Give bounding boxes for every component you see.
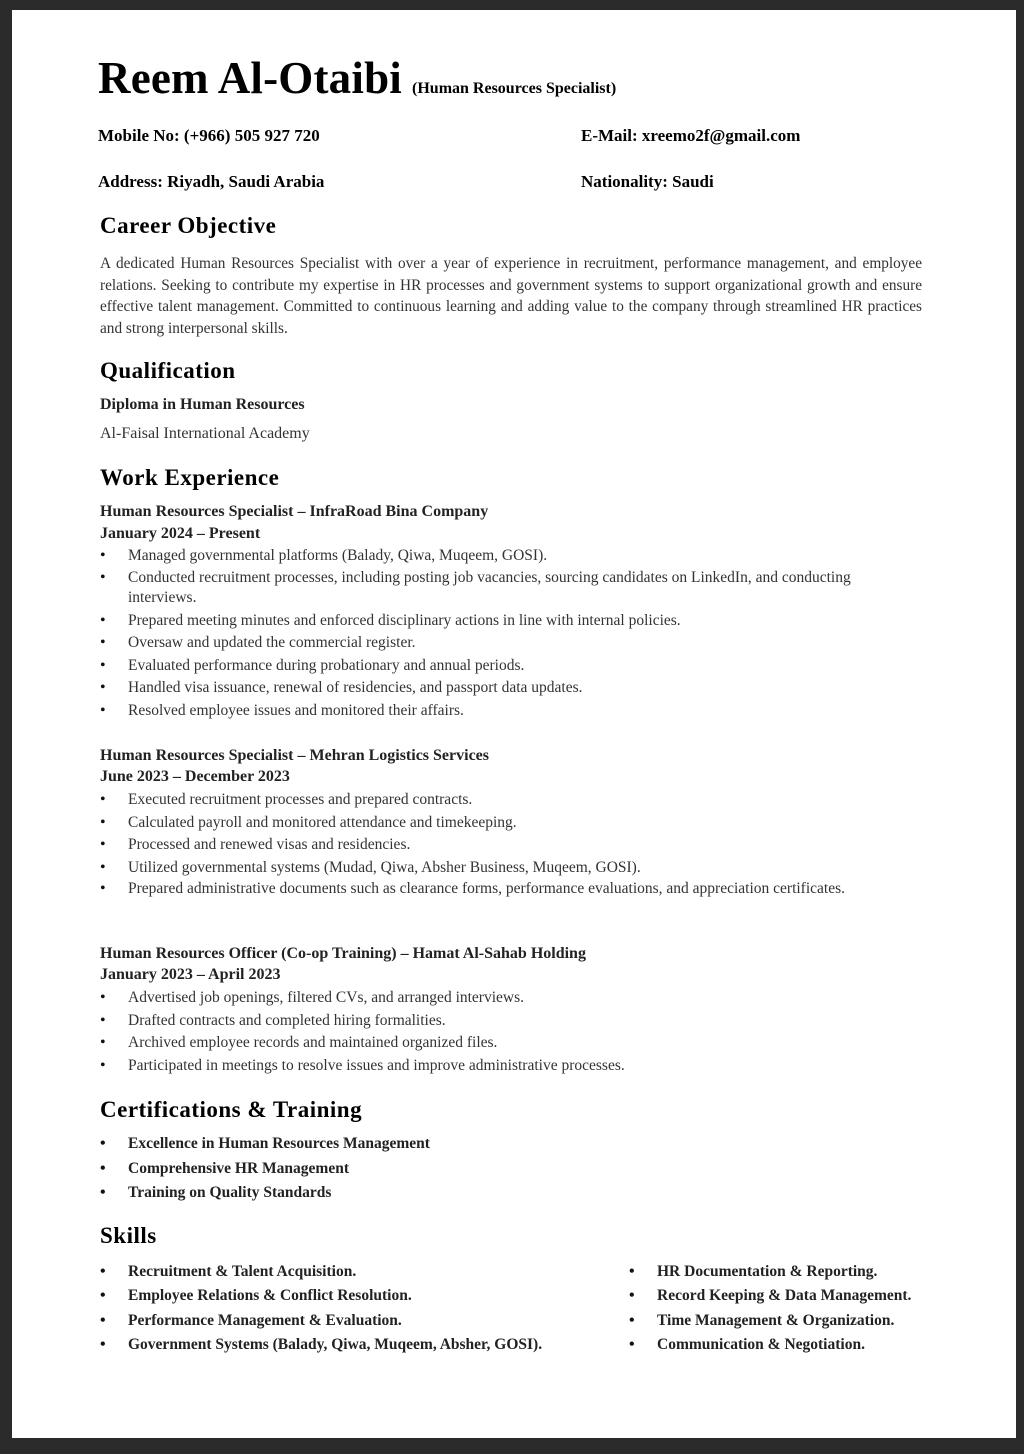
list-item: • Prepared meeting minutes and enforced disciplinary actions in line with internal policies. bbox=[100, 610, 880, 633]
job-3-duties bbox=[100, 987, 880, 1077]
certifications-heading: Certifications & Training bbox=[100, 1097, 363, 1122]
list-item: • Processed and renewed visas and residencies. bbox=[100, 834, 880, 857]
career-objective-heading: Career Objective bbox=[100, 213, 277, 238]
list-item: • Calculated payroll and monitored attendance and timekeeping. bbox=[100, 812, 880, 835]
email-address: E-Mail: xreemo2f@gmail.com bbox=[581, 126, 801, 145]
job-role: (Human Resources Specialist) bbox=[412, 80, 617, 97]
list-item: • Drafted contracts and completed hiring formalities. bbox=[100, 1010, 880, 1033]
job-2-duties bbox=[100, 789, 880, 900]
career-objective-text: A dedicated Human Resources Specialist with over a year of experience in recruitment, performance management, and employee relations. Seeking to contribute my expertise in HR processes and government systems to support organizational growth and ensure effective talent management. Committed to continuous learning and adding value to the company through streamlined HR practices and strong interpersonal skills. bbox=[100, 255, 922, 337]
list-item: • Comprehensive HR Management bbox=[100, 1157, 700, 1182]
list-item: • Executed recruitment processes and prepared contracts. bbox=[100, 789, 880, 812]
list-item: • Managed governmental platforms (Balady, Qiwa, Muqeem, GOSI). bbox=[100, 545, 880, 568]
list-item: • Handled visa issuance, renewal of residencies, and passport data updates. bbox=[100, 677, 880, 700]
job-title-2: Human Resources Specialist – Mehran Logistics Services bbox=[100, 747, 490, 764]
candidate-name bbox=[98, 52, 616, 104]
skills-list-left bbox=[100, 1260, 620, 1357]
home-address: Address: Riyadh, Saudi Arabia bbox=[98, 172, 325, 191]
name-text: Reem Al-Otaibi bbox=[98, 53, 403, 103]
list-item: • HR Documentation & Reporting. bbox=[629, 1260, 999, 1284]
list-item: • Prepared administrative documents such as clearance forms, performance evaluations, and appreciation certificates. bbox=[100, 879, 880, 900]
skills-list-right bbox=[629, 1260, 999, 1357]
list-item: • Excellence in Human Resources Management bbox=[100, 1132, 700, 1157]
skills-heading: Skills bbox=[100, 1223, 157, 1248]
job-1-duties bbox=[100, 545, 880, 722]
job-dates-2: June 2023 – December 2023 bbox=[100, 768, 290, 785]
list-item: • Time Management & Organization. bbox=[629, 1309, 999, 1333]
job-title-1: Human Resources Specialist – InfraRoad Bina Company bbox=[100, 503, 489, 520]
qualification-heading: Qualification bbox=[100, 358, 236, 383]
list-item: • Advertised job openings, filtered CVs, and arranged interviews. bbox=[100, 987, 880, 1010]
nationality: Nationality: Saudi bbox=[581, 172, 714, 191]
job-dates-1: January 2024 – Present bbox=[100, 525, 261, 542]
list-item: • Record Keeping & Data Management. bbox=[629, 1284, 999, 1308]
list-item: • Evaluated performance during probationary and annual periods. bbox=[100, 655, 880, 678]
job-title-3: Human Resources Officer (Co-op Training) – Hamat Al-Sahab Holding bbox=[100, 945, 586, 962]
school-name: Al-Faisal International Academy bbox=[100, 425, 310, 442]
list-item: • Oversaw and updated the commercial register. bbox=[100, 632, 880, 655]
list-item: • Government Systems (Balady, Qiwa, Muqeem, Absher, GOSI). bbox=[100, 1333, 620, 1357]
job-dates-3: January 2023 – April 2023 bbox=[100, 966, 281, 983]
list-item: • Participated in meetings to resolve issues and improve administrative processes. bbox=[100, 1055, 880, 1078]
list-item: • Archived employee records and maintained organized files. bbox=[100, 1032, 880, 1055]
list-item: • Communication & Negotiation. bbox=[629, 1333, 999, 1357]
list-item: • Training on Quality Standards bbox=[100, 1181, 700, 1206]
degree-title: Diploma in Human Resources bbox=[100, 396, 305, 413]
list-item: • Resolved employee issues and monitored their affairs. bbox=[100, 700, 880, 723]
resume-page bbox=[12, 10, 1016, 1438]
list-item: • Employee Relations & Conflict Resolution. bbox=[100, 1284, 620, 1308]
mobile-number: Mobile No: (+966) 505 927 720 bbox=[98, 126, 320, 145]
list-item: • Utilized governmental systems (Mudad, Qiwa, Absher Business, Muqeem, GOSI). bbox=[100, 857, 880, 880]
list-item: • Recruitment & Talent Acquisition. bbox=[100, 1260, 620, 1284]
work-experience-heading: Work Experience bbox=[100, 465, 280, 490]
list-item: • Conducted recruitment processes, including posting job vacancies, sourcing candidates on LinkedIn, and conducting interviews. bbox=[100, 568, 880, 609]
list-item: • Performance Management & Evaluation. bbox=[100, 1309, 620, 1333]
certifications-list bbox=[100, 1132, 700, 1206]
